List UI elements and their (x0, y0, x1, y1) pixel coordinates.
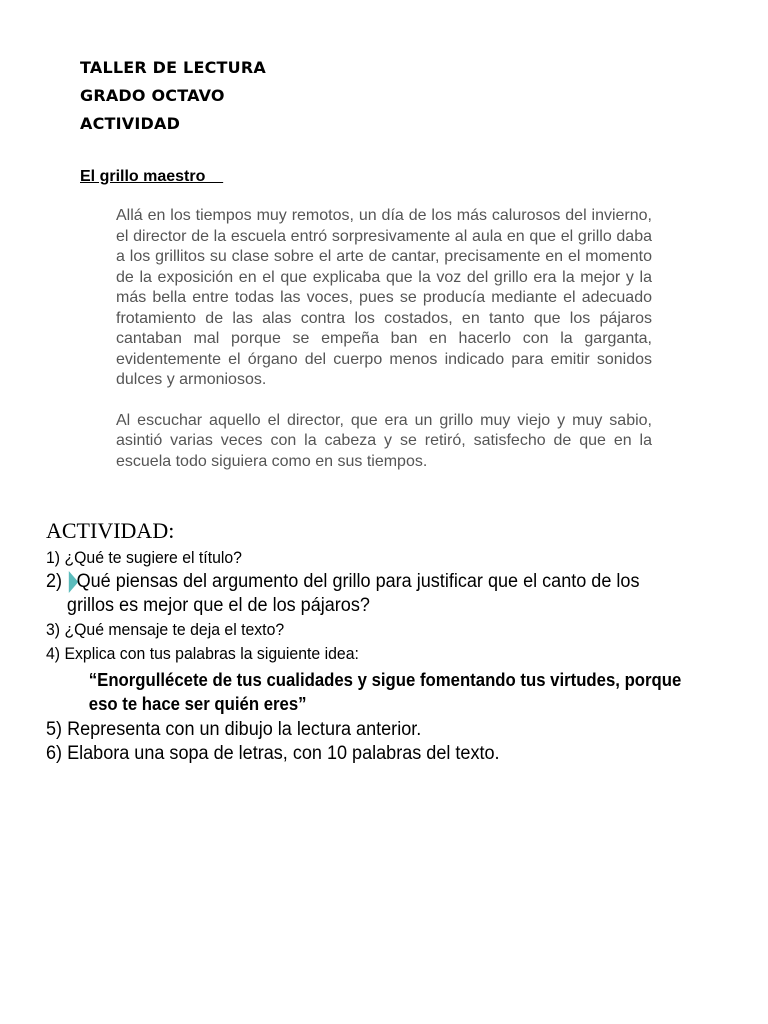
question-1: 1) ¿Qué te sugiere el título? (46, 548, 242, 567)
question-2-line-2: grillos es mejor que el de los pájaros? (66, 595, 370, 616)
header-grade: GRADO OCTAVO (80, 86, 225, 105)
story-paragraph-1: Allá en los tiempos muy remotos, un día de los más calurosos del invierno, el director de la escuela entró sorpresivamente al aula en que el grillo daba a los grillitos su clase sobre el arte de cantar, precisamente en el momento de la exposición en el que explicaba que la voz del grillo era la mejor y la más bella entre todas las voces, pues se producía mediante el adecuado frotamiento de las alas contra los costados, en tanto que los pájaros cantaban mal porque se empeña ban en hacerlo con la garganta, evidentemente el órgano del cuerpo menos indicado para emitir sonidos dulces y armoniosos. (116, 207, 652, 388)
activity-heading: ACTIVIDAD: (46, 518, 175, 543)
question-2-line-1: Qué piensas del argumento del grillo para justificar que el canto de los (76, 571, 640, 592)
question-3: 3) ¿Qué mensaje te deja el texto? (46, 620, 285, 639)
header-workshop-title: TALLER DE LECTURA (80, 58, 266, 77)
story-title: El grillo maestro (80, 168, 224, 185)
activity-section (46, 516, 746, 766)
header-activity: ACTIVIDAD (80, 114, 181, 133)
document-header (80, 54, 266, 138)
question-4: 4) Explica con tus palabras la siguiente idea: (46, 644, 359, 663)
story-paragraph-2: Al escuchar aquello el director, que era un grillo muy viejo y muy sabio, asintió varias veces con la cabeza y se retiró, satisfecho de que en la escuela todo siguiera como en sus tiempos. (116, 411, 652, 470)
question-6: 6) Elabora una sopa de letras, con 10 palabras del texto. (46, 743, 500, 764)
question-2-number: 2) (46, 571, 68, 592)
question-2 (46, 570, 702, 618)
quote-text: “Enorgullécete de tus cualidades y sigue fomentando tus virtudes, porque eso te hace ser quién eres” (88, 670, 682, 714)
story-body (116, 206, 652, 492)
question-5: 5) Representa con un dibujo la lectura anterior. (46, 719, 422, 740)
